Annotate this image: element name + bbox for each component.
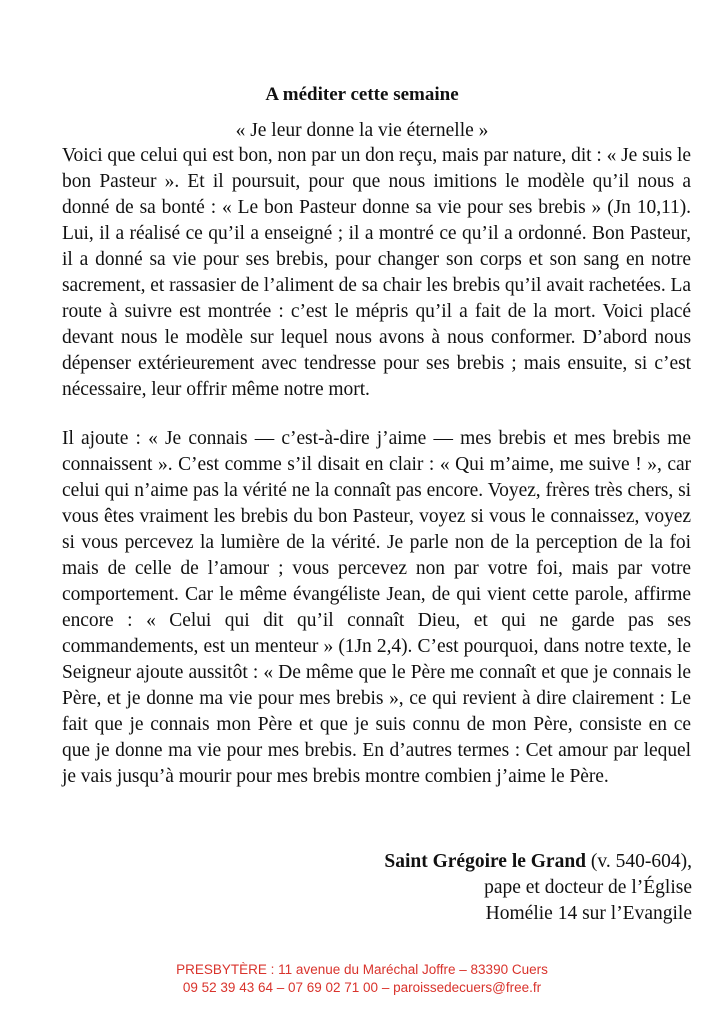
paragraph-2: Il ajoute : « Je connais — c’est-à-dire j’aime — mes brebis et mes brebis me connaissent ». C’est comme s’il disait en clair : « Qui m’aime, me suive ! », car celui qui n’aime pas la vérité ne la connaît pas encore. Voyez, frères très chers, si vous êtes vraiment les brebis du bon Pasteur, voyez si vous le connaissez, voyez si vous percevez la lumière de la vérité. Je parle non de la perception de la foi mais de celle de l’amour ; vous percevez non par votre foi, mais par votre comportement. Car le même évangéliste Jean, de qui vient cette parole, affirme encore : « Celui qui dit qu’il connaît Dieu, et qui ne garde pas ses commandements, est un menteur » (1Jn 2,4). C’est pourquoi, dans notre texte, le Seigneur ajoute aussitôt : « De même que le Père me connaît et que je connais le Père, et je donne ma vie pour mes brebis », ce qui revient à dire clairement : Le fait que je connais mon Père et que je suis connu de mon Père, consiste en ce que je donne ma vie pour mes brebis. En d’autres termes : Cet amour par lequel je vais jusqu’à mourir pour mes brebis montre combien j’aime le Père. <box>62 428 691 787</box>
footer-contact: 09 52 39 43 64 – 07 69 02 71 00 – paroissedecuers@free.fr <box>182 980 542 995</box>
footer <box>0 961 724 997</box>
signature-role: pape et docteur de l’Église <box>484 877 692 898</box>
page-title: A méditer cette semaine <box>265 84 459 105</box>
signature-author: Saint Grégoire le Grand <box>384 851 587 872</box>
signature-block <box>272 849 692 927</box>
signature-source: Homélie 14 sur l’Evangile <box>485 903 692 924</box>
quote-title: « Je leur donne la vie éternelle » <box>235 120 489 141</box>
paragraph-1: Voici que celui qui est bon, non par un don reçu, mais par nature, dit : « Je suis le bon Pasteur ». Et il poursuit, pour que nous imitions le modèle qu’il nous a donné de sa bonté : « Le bon Pasteur donne sa vie pour ses brebis » (Jn 10,11). Lui, il a réalisé ce qu’il a enseigné ; il a montré ce qu’il a ordonné. Bon Pasteur, il a donné sa vie pour ses brebis, pour changer son corps et son sang en notre sacrement, et rassasier de l’aliment de sa chair les brebis qu’il avait rachetées. La route à suivre est montrée : c’est le mépris qu’il a fait de la mort. Voici placé devant nous le modèle sur lequel nous avons à nous conformer. D’abord nous dépenser extérieurement avec tendresse pour ses brebis ; mais ensuite, si c’est nécessaire, leur offrir même notre mort. <box>62 145 692 400</box>
signature-dates: (v. 540-604), <box>586 851 692 872</box>
footer-address: PRESBYTÈRE : 11 avenue du Maréchal Joffre – 83390 Cuers <box>176 962 548 977</box>
signature-author-line <box>272 849 692 875</box>
